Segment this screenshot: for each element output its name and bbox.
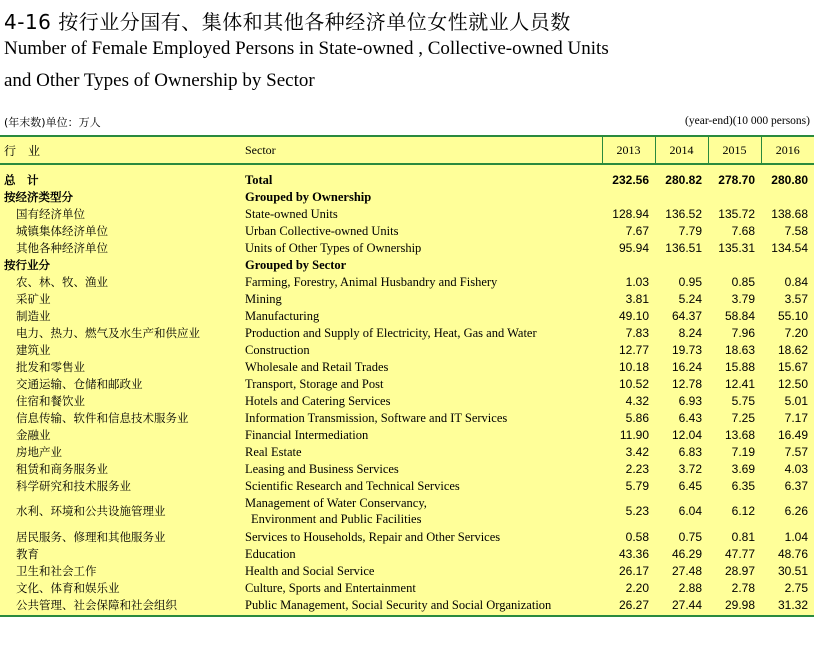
row-value-2013: 49.10 — [618, 308, 649, 323]
row-sector-en: State-owned Units — [245, 206, 338, 221]
table-row — [0, 579, 814, 596]
row-value-2016: 138.68 — [771, 206, 808, 221]
row-value-2014: 6.45 — [678, 478, 702, 493]
row-value-2016: 7.20 — [784, 325, 808, 340]
row-value-2013: 5.86 — [625, 410, 649, 425]
row-value-2016: 0.84 — [784, 274, 808, 289]
row-value-2013: 4.32 — [625, 393, 649, 408]
header-sector-en: Sector — [241, 136, 602, 164]
row-value-2014: 19.73 — [671, 342, 702, 357]
row-value-2016: 15.67 — [777, 359, 808, 374]
row-value-2015: 7.96 — [731, 325, 755, 340]
row-value-2016: 48.76 — [777, 546, 808, 561]
row-value-2016: 31.32 — [761, 596, 814, 616]
row-value-2016: 16.49 — [777, 427, 808, 442]
row-sector-en: Real Estate — [245, 444, 302, 459]
row-value-2013: 26.27 — [602, 596, 655, 616]
row-value-2015: 0.85 — [731, 274, 755, 289]
table-row — [0, 409, 814, 426]
row-value-2014: 6.04 — [678, 504, 702, 518]
row-value-2015: 3.69 — [731, 461, 755, 476]
row-value-2016: 7.58 — [784, 223, 808, 238]
row-value-2015: 7.25 — [731, 410, 755, 425]
row-sector-cn: 批发和零售业 — [16, 359, 85, 374]
row-value-2016: 2.75 — [784, 580, 808, 595]
row-value-2014: 12.78 — [671, 376, 702, 391]
row-sector-en: Leasing and Business Services — [245, 461, 399, 476]
header-year-2015: 2015 — [708, 136, 761, 164]
row-sector-en: Education — [245, 546, 296, 561]
row-value-2016: 280.80 — [771, 172, 808, 187]
row-sector-cn: 公共管理、社会保障和社会组织 — [0, 596, 241, 616]
row-sector-en: Production and Supply of Electricity, Heat, Gas and Water — [245, 325, 537, 340]
row-value-2014: 8.24 — [678, 325, 702, 340]
row-value-2016: 6.37 — [784, 478, 808, 493]
row-value-2015: 6.35 — [731, 478, 755, 493]
row-sector-en-line2: Environment and Public Facilities — [251, 512, 422, 526]
row-value-2015: 15.88 — [724, 359, 755, 374]
row-value-2014: 6.83 — [678, 444, 702, 459]
row-sector-en: Wholesale and Retail Trades — [245, 359, 389, 374]
row-value-2015: 2.78 — [731, 580, 755, 595]
table-row — [0, 290, 814, 307]
row-sector-cn: 水利、环境和公共设施管理业 — [16, 504, 166, 518]
row-value-2013: 3.81 — [625, 291, 649, 306]
row-sector-cn: 教育 — [16, 546, 39, 561]
row-value-2013: 26.17 — [618, 563, 649, 578]
row-value-2014: 27.48 — [671, 563, 702, 578]
row-value-2016 — [761, 188, 814, 205]
row-value-2015: 58.84 — [724, 308, 755, 323]
row-value-2013: 95.94 — [618, 240, 649, 255]
row-sector-cn: 住宿和餐饮业 — [16, 393, 85, 408]
row-value-2016: 1.04 — [784, 529, 808, 544]
row-sector-cn: 卫生和社会工作 — [16, 563, 97, 578]
row-sector-en: Hotels and Catering Services — [245, 393, 391, 408]
row-sector-en: Total — [245, 172, 273, 187]
table-row — [0, 222, 814, 239]
table-row — [0, 164, 814, 188]
row-value-2015: 135.72 — [718, 206, 755, 221]
row-value-2014: 46.29 — [671, 546, 702, 561]
row-value-2015: 47.77 — [724, 546, 755, 561]
row-sector-cn: 按经济类型分 — [4, 189, 73, 204]
row-value-2015: 5.75 — [731, 393, 755, 408]
row-sector-en: Transport, Storage and Post — [245, 376, 384, 391]
row-value-2014: 3.72 — [678, 461, 702, 476]
row-sector-cn: 按行业分 — [4, 257, 50, 272]
table-row — [0, 494, 814, 528]
row-value-2016: 3.57 — [784, 291, 808, 306]
row-value-2013: 11.90 — [619, 427, 649, 442]
row-sector-en: Manufacturing — [245, 308, 320, 323]
row-value-2013: 3.42 — [625, 444, 649, 459]
row-sector-cn: 交通运输、仓储和邮政业 — [16, 376, 143, 391]
row-sector-en: Grouped by Ownership — [245, 189, 372, 204]
row-value-2016: 12.50 — [777, 376, 808, 391]
page-title-en-line1: Number of Female Employed Persons in State-owned , Collective-owned Units — [4, 38, 609, 59]
row-value-2014: 7.79 — [678, 223, 702, 238]
row-value-2015: 18.63 — [724, 342, 755, 357]
row-value-2014: 280.82 — [665, 172, 702, 187]
table-row — [0, 460, 814, 477]
row-sector-en: Urban Collective-owned Units — [245, 223, 399, 238]
row-sector-en: Information Transmission, Software and IT Services — [245, 410, 508, 425]
row-value-2015 — [708, 188, 761, 205]
table-row — [0, 307, 814, 324]
row-value-2014: 27.44 — [655, 596, 708, 616]
table-row — [0, 256, 814, 273]
row-value-2013: 0.58 — [625, 529, 649, 544]
row-value-2015: 278.70 — [718, 172, 755, 187]
table-row — [0, 358, 814, 375]
row-value-2015: 29.98 — [708, 596, 761, 616]
table-row — [0, 341, 814, 358]
row-sector-cn: 其他各种经济单位 — [16, 240, 108, 255]
row-value-2014: 0.75 — [678, 529, 702, 544]
row-sector-en: Culture, Sports and Entertainment — [245, 580, 416, 595]
row-sector-cn: 居民服务、修理和其他服务业 — [16, 529, 166, 544]
row-value-2016: 7.17 — [784, 410, 808, 425]
table-row — [0, 324, 814, 341]
table-row — [0, 443, 814, 460]
row-value-2014: 136.51 — [665, 240, 702, 255]
row-value-2013: 7.67 — [625, 223, 649, 238]
row-sector-en: Services to Households, Repair and Other Services — [245, 529, 501, 544]
unit-note-cn: (年末数)单位：万人 — [4, 116, 101, 129]
data-table-container — [0, 135, 814, 617]
row-sector-en: Farming, Forestry, Animal Husbandry and Fishery — [245, 274, 498, 289]
table-row — [0, 545, 814, 562]
row-value-2013: 5.79 — [625, 478, 649, 493]
row-value-2013: 7.83 — [625, 325, 649, 340]
row-sector-cn: 信息传输、软件和信息技术服务业 — [16, 410, 189, 425]
row-value-2013: 12.77 — [618, 342, 649, 357]
row-value-2014: 136.52 — [665, 206, 702, 221]
page-title-cn: 4-16 按行业分国有、集体和其他各种经济单位女性就业人员数 — [4, 10, 571, 34]
table-row — [0, 188, 814, 205]
row-value-2013: 43.36 — [618, 546, 649, 561]
row-sector-en: Scientific Research and Technical Services — [245, 478, 460, 493]
row-value-2016: 6.26 — [784, 504, 808, 518]
row-value-2016: 4.03 — [784, 461, 808, 476]
page-title-en-line2: and Other Types of Ownership by Sector — [4, 70, 315, 91]
row-sector-en: Financial Intermediation — [245, 427, 369, 442]
row-value-2014: 6.93 — [678, 393, 702, 408]
row-sector-en — [241, 494, 602, 528]
row-value-2015: 0.81 — [731, 529, 755, 544]
table-row — [0, 528, 814, 545]
row-value-2013: 10.18 — [618, 359, 649, 374]
header-year-2013: 2013 — [602, 136, 655, 164]
row-value-2016 — [761, 256, 814, 273]
row-value-2014 — [655, 256, 708, 273]
row-value-2013: 10.52 — [618, 376, 649, 391]
row-value-2014: 12.04 — [671, 427, 702, 442]
row-value-2013: 2.20 — [625, 580, 649, 595]
row-value-2015: 7.68 — [731, 223, 755, 238]
employment-table — [0, 135, 814, 617]
row-value-2013 — [602, 256, 655, 273]
row-value-2015: 28.97 — [724, 563, 755, 578]
header-sector-cn: 行 业 — [0, 136, 241, 164]
row-sector-en: Public Management, Social Security and Social Organization — [241, 596, 602, 616]
table-row — [0, 392, 814, 409]
row-sector-cn: 农、林、牧、渔业 — [16, 274, 108, 289]
row-value-2014: 16.24 — [671, 359, 702, 374]
row-value-2014: 2.88 — [678, 580, 702, 595]
row-value-2016: 134.54 — [771, 240, 808, 255]
row-value-2015: 7.19 — [731, 444, 755, 459]
row-sector-en: Mining — [245, 291, 282, 306]
row-sector-en: Health and Social Service — [245, 563, 375, 578]
row-sector-cn: 科学研究和技术服务业 — [16, 478, 131, 493]
row-value-2015: 3.79 — [731, 291, 755, 306]
row-value-2013: 5.23 — [625, 504, 649, 518]
row-sector-en: Grouped by Sector — [245, 257, 347, 272]
row-sector-cn: 房地产业 — [16, 444, 62, 459]
row-value-2015: 12.41 — [724, 376, 755, 391]
row-value-2013: 1.03 — [625, 274, 649, 289]
row-value-2016: 7.57 — [784, 444, 808, 459]
row-sector-cn: 城镇集体经济单位 — [16, 223, 108, 238]
row-value-2016: 5.01 — [784, 393, 808, 408]
row-sector-en: Units of Other Types of Ownership — [245, 240, 422, 255]
row-value-2013: 128.94 — [612, 206, 649, 221]
row-value-2013 — [602, 188, 655, 205]
row-sector-cn: 租赁和商务服务业 — [16, 461, 108, 476]
row-value-2014: 5.24 — [678, 291, 702, 306]
row-sector-cn: 总 计 — [4, 172, 39, 187]
unit-note-en: (year-end)(10 000 persons) — [685, 115, 810, 127]
table-row — [0, 426, 814, 443]
row-value-2015: 6.12 — [731, 504, 755, 518]
row-value-2014: 6.43 — [678, 410, 702, 425]
table-row — [0, 273, 814, 290]
table-row — [0, 205, 814, 222]
row-value-2016: 30.51 — [777, 563, 808, 578]
table-row — [0, 239, 814, 256]
row-value-2014: 64.37 — [671, 308, 702, 323]
row-value-2015: 135.31 — [718, 240, 755, 255]
row-sector-cn: 采矿业 — [16, 291, 51, 306]
row-value-2016: 55.10 — [777, 308, 808, 323]
header-year-2014: 2014 — [655, 136, 708, 164]
row-sector-cn: 金融业 — [16, 427, 51, 442]
row-value-2016: 18.62 — [777, 342, 808, 357]
row-sector-cn: 建筑业 — [16, 342, 51, 357]
table-header-row — [0, 136, 814, 164]
table-row — [0, 562, 814, 579]
row-sector-cn: 国有经济单位 — [16, 206, 85, 221]
row-sector-en-line1: Management of Water Conservancy, — [245, 496, 427, 510]
table-row — [0, 596, 814, 616]
row-value-2013: 232.56 — [612, 172, 649, 187]
row-value-2013: 2.23 — [625, 461, 649, 476]
row-sector-cn: 制造业 — [16, 308, 51, 323]
row-sector-cn: 电力、热力、燃气及水生产和供应业 — [16, 325, 200, 340]
table-row — [0, 375, 814, 392]
table-row — [0, 477, 814, 494]
row-sector-cn: 文化、体育和娱乐业 — [16, 580, 120, 595]
row-value-2015: 13.68 — [724, 427, 755, 442]
row-value-2015 — [708, 256, 761, 273]
table-body — [0, 164, 814, 616]
row-value-2014: 0.95 — [678, 274, 702, 289]
row-sector-en: Construction — [245, 342, 310, 357]
header-year-2016: 2016 — [761, 136, 814, 164]
row-value-2014 — [655, 188, 708, 205]
